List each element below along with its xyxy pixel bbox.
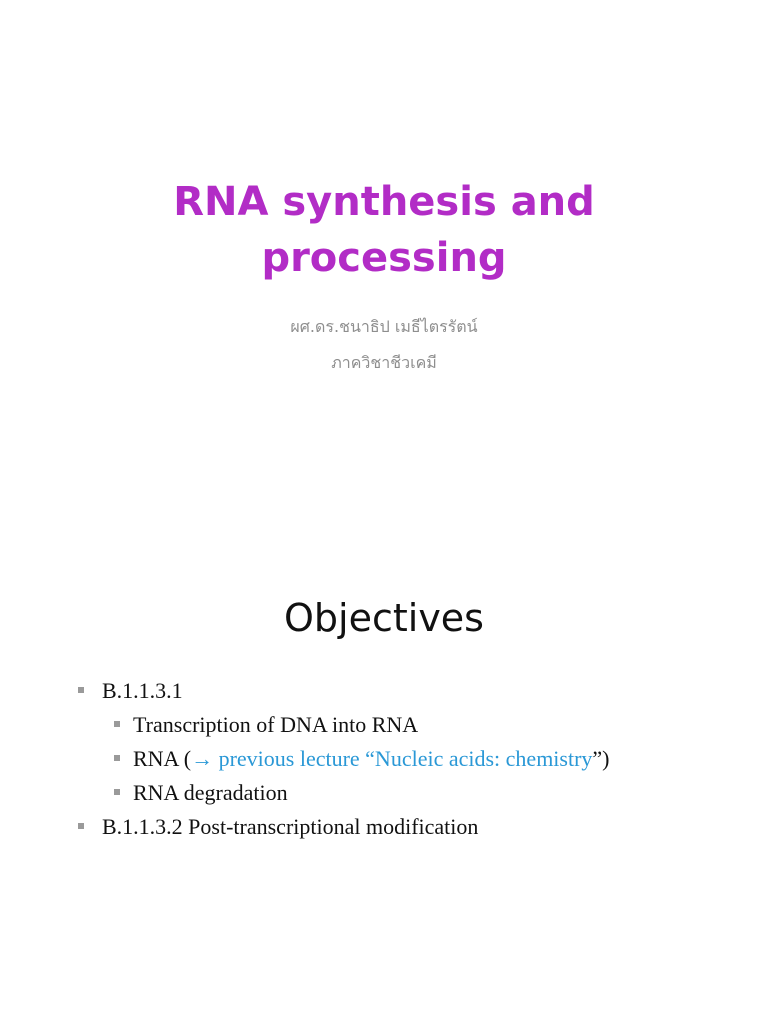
objective-item (0, 674, 768, 708)
slide-title-line2: processing (261, 235, 507, 281)
arrow-right-icon: → (191, 746, 214, 771)
objectives-slide (0, 560, 768, 1024)
square-bullet-icon (78, 687, 84, 693)
square-bullet-icon (114, 721, 120, 727)
objectives-heading: Objectives (284, 596, 484, 640)
objective-text: B.1.1.3.2 Post-transcriptional modification (102, 814, 479, 839)
slide-title (84, 174, 684, 286)
objective-text-prefix: RNA ( (133, 746, 192, 771)
department-name: ภาควิชาชีวเคมี (331, 353, 437, 372)
objectives-list (0, 674, 768, 844)
square-bullet-icon (114, 789, 120, 795)
square-bullet-icon (114, 755, 120, 761)
slide-title-line1: RNA synthesis and (173, 179, 595, 225)
objective-text: RNA degradation (133, 780, 288, 805)
objective-text-suffix: ”) (592, 746, 610, 771)
objective-text: Transcription of DNA into RNA (133, 712, 419, 737)
objective-subitem (0, 742, 768, 776)
objective-subitem (0, 776, 768, 810)
objective-item (0, 810, 768, 844)
objective-subitem (0, 708, 768, 742)
square-bullet-icon (78, 823, 84, 829)
objective-text: B.1.1.3.1 (102, 678, 183, 703)
previous-lecture-link[interactable]: previous lecture “Nucleic acids: chemistry (213, 746, 593, 771)
author-name: ผศ.ดร.ชนาธิป เมธีไตรรัตน์ (290, 317, 478, 336)
